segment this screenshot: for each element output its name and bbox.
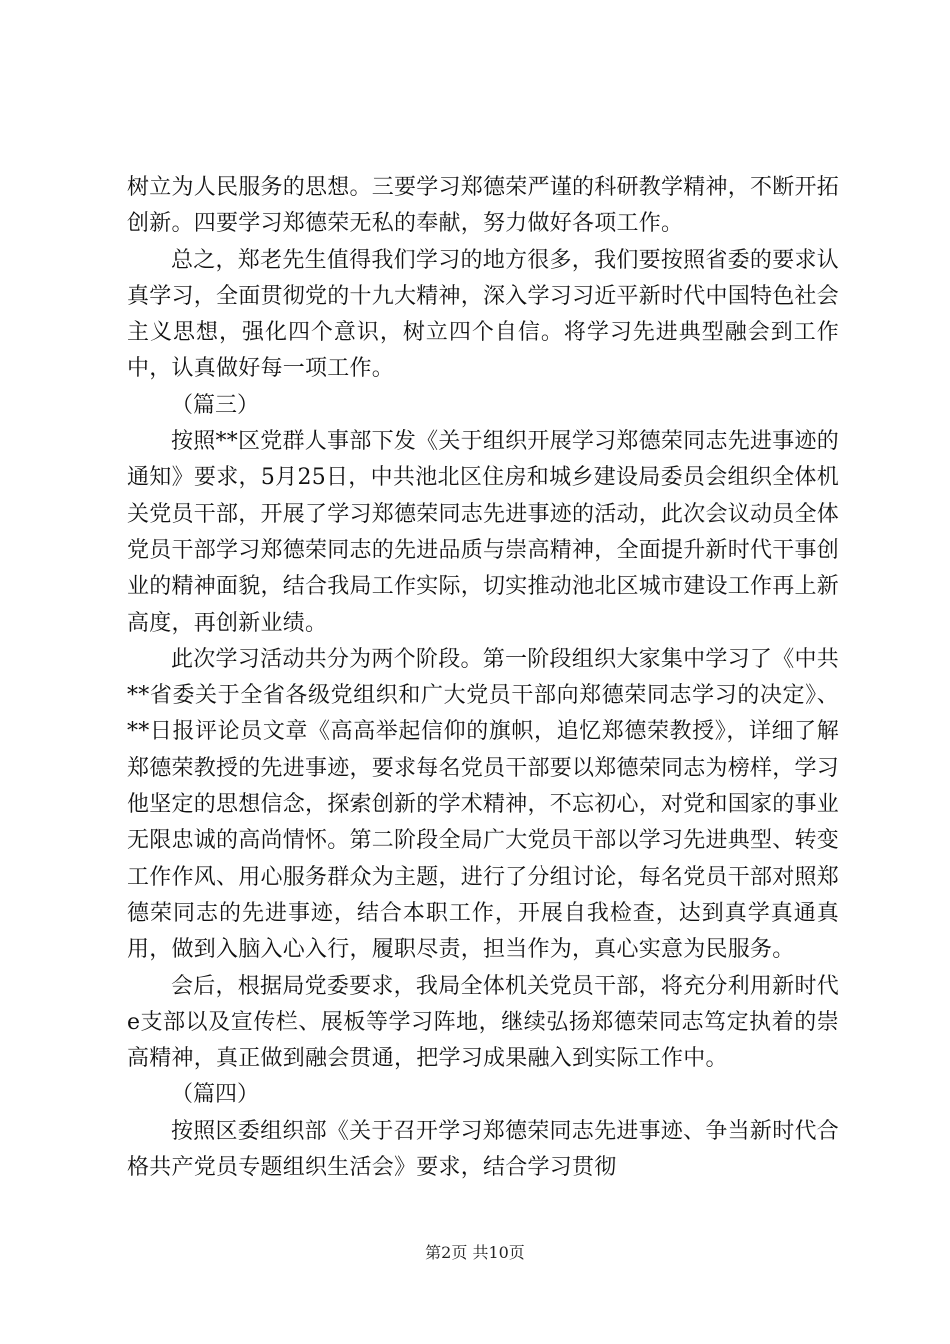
page-footer — [0, 1243, 950, 1263]
page-number: 第2页 共10页 — [425, 1243, 525, 1262]
paragraph: 树立为人民服务的思想。三要学习郑德荣严谨的科研教学精神，不断开拓创新。四要学习郑德荣无私的奉献，努力做好各项工作。 — [127, 175, 840, 237]
paragraph: 此次学习活动共分为两个阶段。第一阶段组织大家集中学习了《中共**省委关于全省各级党组织和广大党员干部向郑德荣同志学习的决定》、**日报评论员文章《高高举起信仰的旗帜，追忆郑德荣教授》，详细了解郑德荣教授的先进事迹，要求每名党员干部要以郑德荣同志为榜样，学习他坚定的思想信念，探索创新的学术精神，不忘初心，对党和国家的事业无限忠诚的高尚情怀。第二阶段全局广大党员干部以学习先进典型、转变工作作风、用心服务群众为主题，进行了分组讨论，每名党员干部对照郑德荣同志的先进事迹，结合本职工作，开展自我检查，达到真学真通真用，做到入脑入心入行，履职尽责，担当作为，真心实意为民服务。 — [127, 646, 840, 963]
paragraph: 总之，郑老先生值得我们学习的地方很多，我们要按照省委的要求认真学习，全面贯彻党的十九大精神，深入学习习近平新时代中国特色社会主义思想，强化四个意识，树立四个自信。将学习先进典型融会到工作中，认真做好每一项工作。 — [127, 247, 840, 382]
document-body — [127, 170, 839, 1186]
paragraph: 会后，根据局党委要求，我局全体机关党员干部，将充分利用新时代e支部以及宣传栏、展板等学习阵地，继续弘扬郑德荣同志笃定执着的崇高精神，真正做到融会贯通，把学习成果融入到实际工作中。 — [127, 973, 839, 1072]
paragraph: 按照区委组织部《关于召开学习郑德荣同志先进事迹、争当新时代合格共产党员专题组织生活会》要求，结合学习贯彻 — [127, 1118, 839, 1181]
section-heading: （篇四） — [171, 1082, 260, 1108]
paragraph: 按照**区党群人事部下发《关于组织开展学习郑德荣同志先进事迹的通知》要求，5月25日，中共池北区住房和城乡建设局委员会组织全体机关党员干部，开展了学习郑德荣同志先进事迹的活动，此次会议动员全体党员干部学习郑德荣同志的先进品质与崇高精神，全面提升新时代干事创业的精神面貌，结合我局工作实际，切实推动池北区城市建设工作再上新高度，再创新业绩。 — [127, 429, 840, 636]
section-heading: （篇三） — [171, 392, 260, 418]
